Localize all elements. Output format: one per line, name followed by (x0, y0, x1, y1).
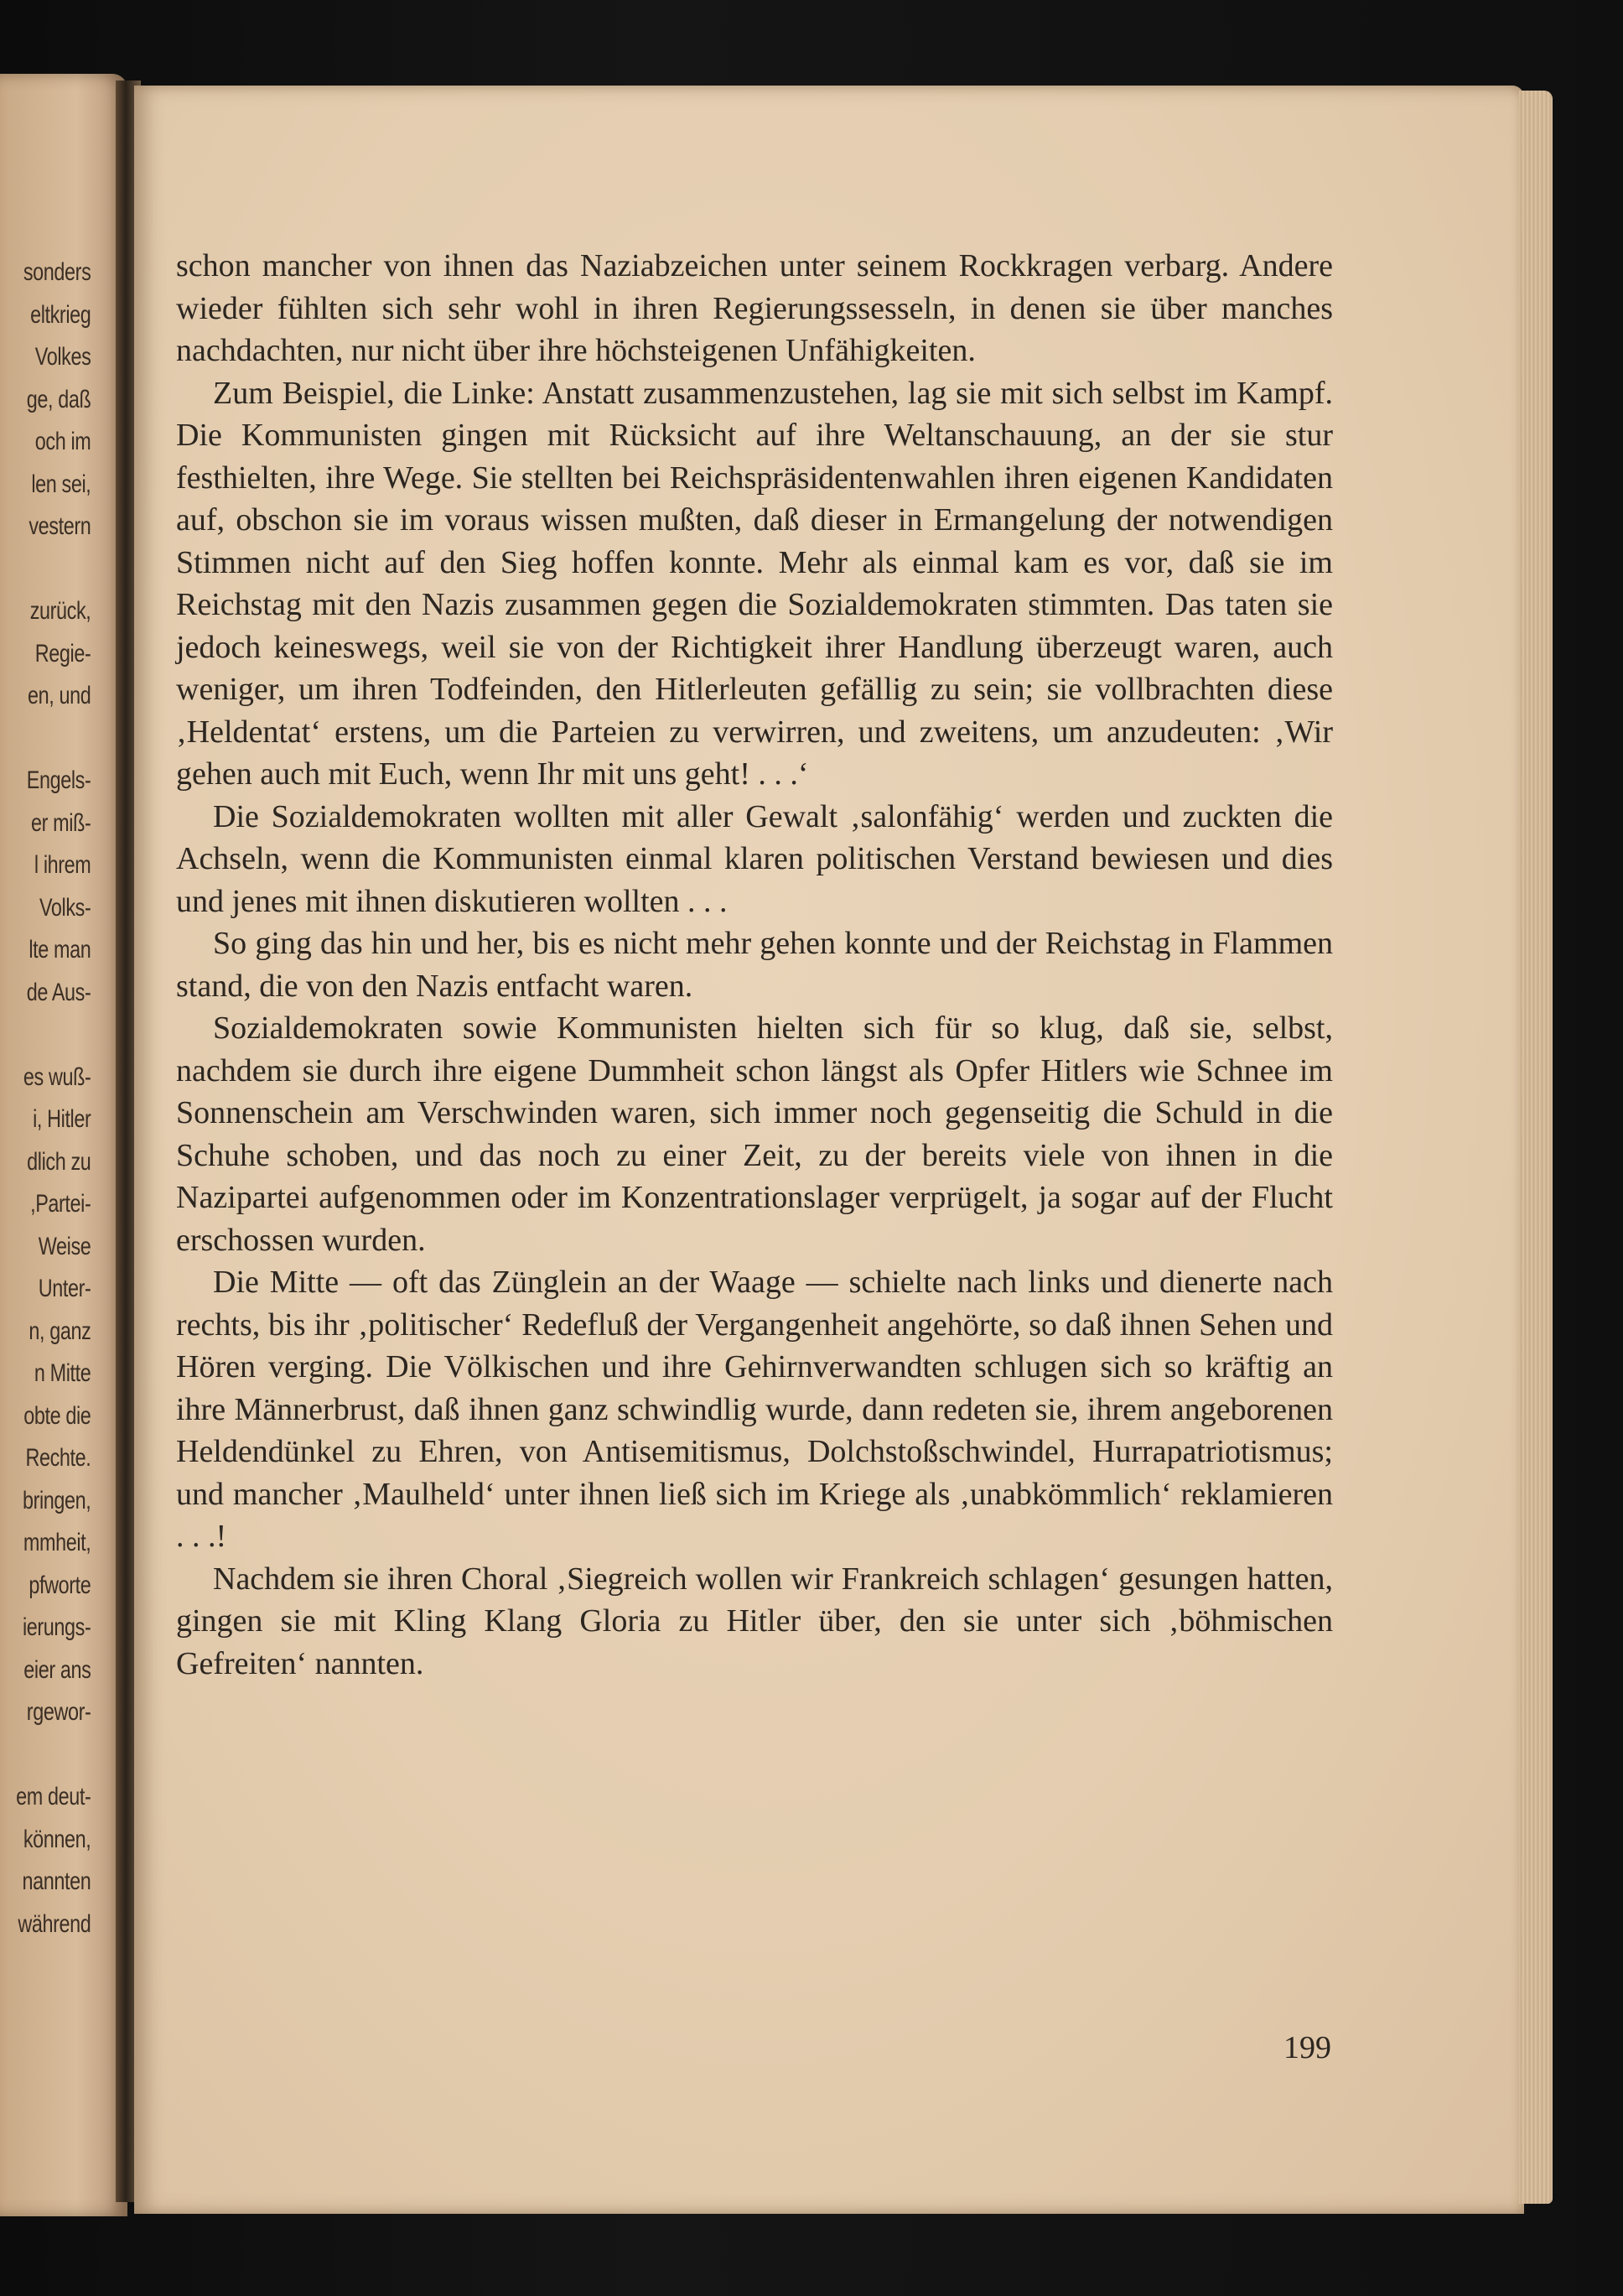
page-stack-edge (1519, 91, 1553, 2204)
left-fragment-line: nannten (22, 1867, 91, 1895)
left-fragment-line: en, und (27, 682, 91, 709)
left-fragment-line: em deut- (15, 1783, 91, 1810)
left-page-text-fragments (16, 252, 91, 1945)
paragraph: Zum Beispiel, die Linke: Anstatt zusammenzustehen, lag sie mit sich selbst im Kampf. Die Kommunisten gingen mit Rücksicht auf ihre Weltanschauung, an der sie stur festhielten, ihre Wege. Sie stellten bei Reichspräsidentenwahlen ihren eigenen Kandidaten auf, obschon sie im voraus wissen mußten, daß dieser in Ermangelung der notwendigen Stimmen nicht auf den Sieg hoffen konnte. Mehr als einmal kam es vor, daß sie im Reichstag mit den Nazis zusammen gegen die Sozialdemokraten stimmten. Das taten sie jedoch keineswegs, weil sie von der Richtigkeit ihrer Handlung überzeugt waren, auch weniger, um ihren Todfeinden, den Hitlerleuten gefällig zu sein; sie vollbrachten diese ‚Heldentat‘ erstens, um die Parteien zu verwirren, und zweitens, um anzudeuten: ‚Wir gehen auch mit Euch, wenn Ihr mit uns geht! . . .‘ (176, 375, 1333, 792)
page-number: 199 (1283, 2030, 1331, 2065)
left-fragment-line: bringen, (22, 1486, 91, 1514)
left-fragment-gap (16, 1734, 91, 1777)
right-book-page (134, 86, 1524, 2214)
left-fragment-line: n, ganz (28, 1317, 91, 1345)
left-fragment-line: lte man (28, 936, 91, 964)
left-fragment-line: sonders (23, 258, 91, 286)
left-fragment-line: Regie- (34, 639, 91, 668)
left-fragment-line: ge, daß (26, 385, 91, 413)
left-fragment-line: obte die (23, 1401, 91, 1430)
left-fragment-line: i, Hitler (32, 1105, 91, 1133)
left-facing-page (0, 74, 127, 2216)
left-fragment-line: Volkes (34, 343, 91, 371)
left-fragment-gap (16, 718, 91, 761)
left-fragment-line: pfworte (28, 1571, 91, 1599)
left-fragment-line: ierungs- (22, 1613, 91, 1641)
left-fragment-line: zurück, (29, 597, 91, 625)
paragraph: Sozialdemokraten sowie Kommunisten hielten sich für so klug, daß sie, selbst, nachdem sie durch ihre eigene Dummheit schon längst als Opfer Hitlers wie Schnee im Sonnenschein am Verschwinden waren, sich immer noch gegenseitig die Schuld in die Schuhe schoben, und das noch zu einer Zeit, zu der bereits viele von ihnen in die Nazipartei aufgenommen oder im Konzentrationslager verprügelt, ja sogar auf der Flucht erschossen wurden. (176, 1010, 1333, 1258)
paragraph: Die Sozialdemokraten wollten mit aller Gewalt ‚salonfähig‘ werden und zuckten die Achseln, wenn die Kommunisten einmal klaren politischen Verstand bewiesen und dies und jenes mit ihnen diskutieren wollten . . . (176, 798, 1333, 919)
left-fragment-line: eier ans (23, 1655, 91, 1684)
left-fragment-line: während (17, 1909, 91, 1938)
left-fragment-gap (16, 1014, 91, 1057)
left-fragment-gap (16, 548, 91, 591)
left-fragment-line: l ihrem (34, 851, 91, 879)
left-fragment-line: Engels- (26, 766, 91, 794)
left-fragment-line: er miß- (30, 808, 91, 837)
left-fragment-line: Weise (38, 1232, 91, 1260)
left-fragment-line: och im (34, 428, 91, 455)
left-fragment-line: n Mitte (34, 1359, 91, 1387)
paragraph: schon mancher von ihnen das Naziabzeichen unter seinem Rockkragen verbarg. Andere wieder fühlten sich sehr wohl in ihren Regierungssesseln, in denen sie über manches nachdachten, nur nicht über ihre höchsteigenen Unfähigkeiten. (176, 248, 1333, 368)
left-fragment-line: rgewor- (26, 1698, 91, 1726)
left-fragment-line: len sei, (30, 470, 91, 498)
left-fragment-line: können, (23, 1825, 91, 1853)
left-fragment-line: Volks- (39, 893, 91, 922)
left-fragment-line: Unter- (38, 1275, 91, 1302)
paragraph: Nachdem sie ihren Choral ‚Siegreich wollen wir Frankreich schlagen‘ gesungen hatten, gingen sie mit Kling Klang Gloria zu Hitler über, den sie unter sich ‚böhmischen Gefreiten‘ nannten. (176, 1561, 1333, 1681)
paragraph: So ging das hin und her, bis es nicht mehr gehen konnte und der Reichstag in Flammen stand, die von den Nazis entfacht waren. (176, 926, 1333, 1004)
page-body-text (176, 245, 1333, 1685)
left-fragment-line: ,Partei- (29, 1190, 91, 1218)
left-fragment-line: Rechte. (25, 1444, 91, 1472)
paragraph: Die Mitte — oft das Zünglein an der Waage — schielte nach links und dienerte nach rechts, bis ihr ‚politischer‘ Redefluß der Vergangenheit angehörte, so daß ihnen Sehen und Hören verging. Die Völkischen und ihre Gehirnverwandten schlugen sich so kräftig an ihre Männerbrust, daß ihnen ganz schwindlig wurde, dann redeten sie, ihrem angeborenen Heldendünkel zu Ehren, von Antisemitismus, Dolchstoßschwindel, Hurrapatriotismus; und mancher ‚Maulheld‘ unter ihnen ließ sich im Kriege als ‚unabkömmlich‘ reklamieren . . .! (176, 1265, 1333, 1554)
left-fragment-line: es wuß- (23, 1062, 91, 1091)
left-fragment-line: dlich zu (26, 1147, 91, 1176)
left-fragment-line: eltkrieg (29, 300, 91, 329)
left-fragment-line: de Aus- (26, 978, 91, 1006)
left-fragment-line: mmheit, (23, 1529, 91, 1556)
left-fragment-line: vestern (28, 512, 91, 540)
